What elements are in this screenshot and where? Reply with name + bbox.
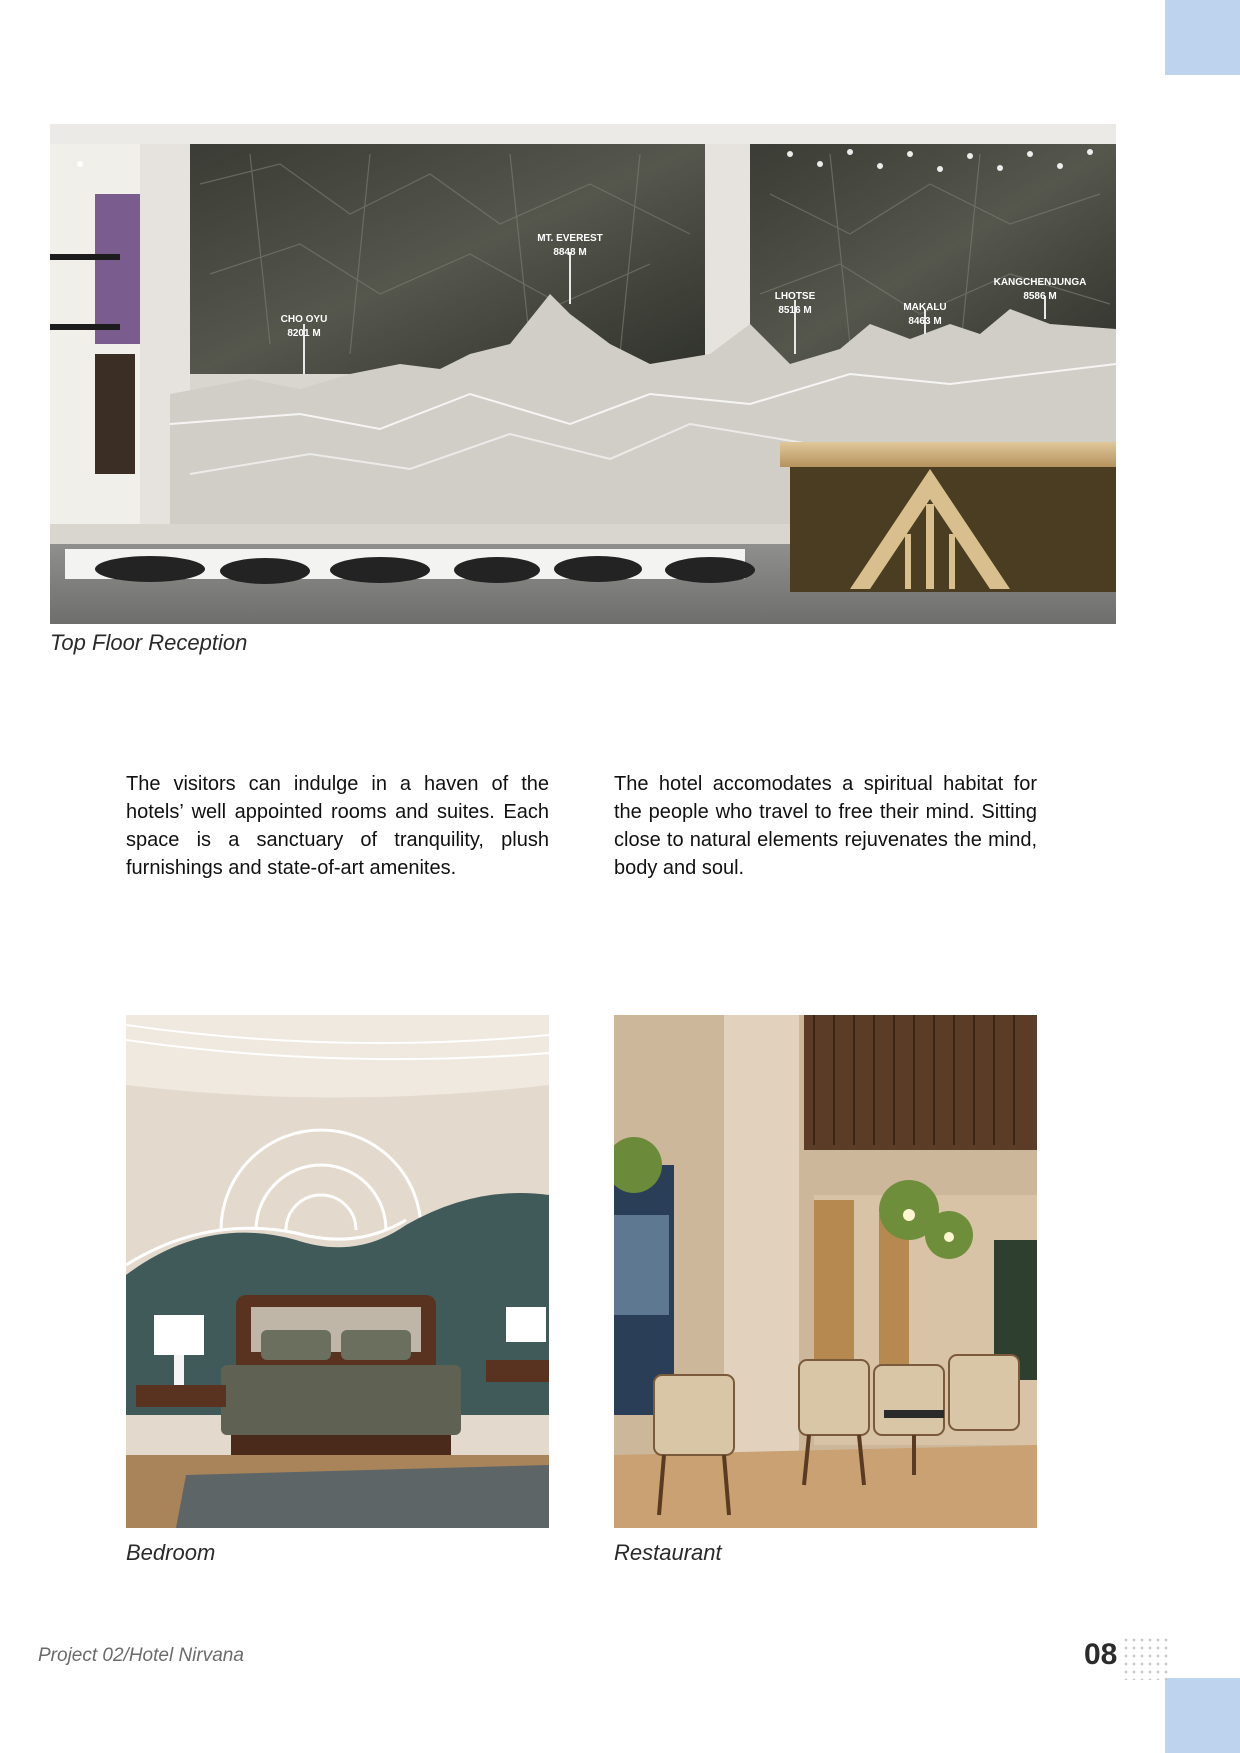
- svg-text:MT. EVEREST: MT. EVEREST: [537, 233, 603, 244]
- restaurant-caption: Restaurant: [614, 1540, 722, 1565]
- corner-accent-bottom: [1165, 1678, 1240, 1753]
- svg-text:8586 M: 8586 M: [1023, 291, 1057, 302]
- bedroom-photo: [126, 1015, 549, 1528]
- bedroom-caption: Bedroom: [126, 1540, 216, 1565]
- svg-text:LHOTSE: LHOTSE: [774, 291, 816, 302]
- svg-text:8516 M: 8516 M: [778, 305, 812, 316]
- svg-text:8201 M: 8201 M: [287, 328, 321, 339]
- intro-paragraph-left: The visitors can indulge in a haven of the hotels’ well appointed rooms and suites. Each space is a sanctuary of tranquility, plush furnishings and state-of-art amenites.: [126, 773, 549, 879]
- footer-project-title: Project 02/Hotel Nirvana: [38, 1645, 244, 1666]
- svg-text:CHO OYU: CHO OYU: [280, 314, 328, 325]
- svg-text:8848 M: 8848 M: [553, 247, 587, 258]
- svg-text:KANGCHENJUNGA: KANGCHENJUNGA: [993, 277, 1087, 288]
- reception-caption: Top Floor Reception: [50, 630, 248, 655]
- svg-text:MAKALU: MAKALU: [903, 302, 947, 313]
- intro-paragraph-right: The hotel accomodates a spiritual habitat for the people who travel to free their mind. Sitting close to natural elements rejuvenates the mind, body and soul.: [614, 773, 1037, 879]
- restaurant-photo: [614, 1015, 1037, 1528]
- dot-grid-decoration: [1122, 1636, 1170, 1680]
- reception-photo: [50, 124, 1116, 624]
- svg-text:8463 M: 8463 M: [908, 316, 942, 327]
- page-number: 08: [1084, 1638, 1118, 1671]
- corner-accent-top: [1165, 0, 1240, 75]
